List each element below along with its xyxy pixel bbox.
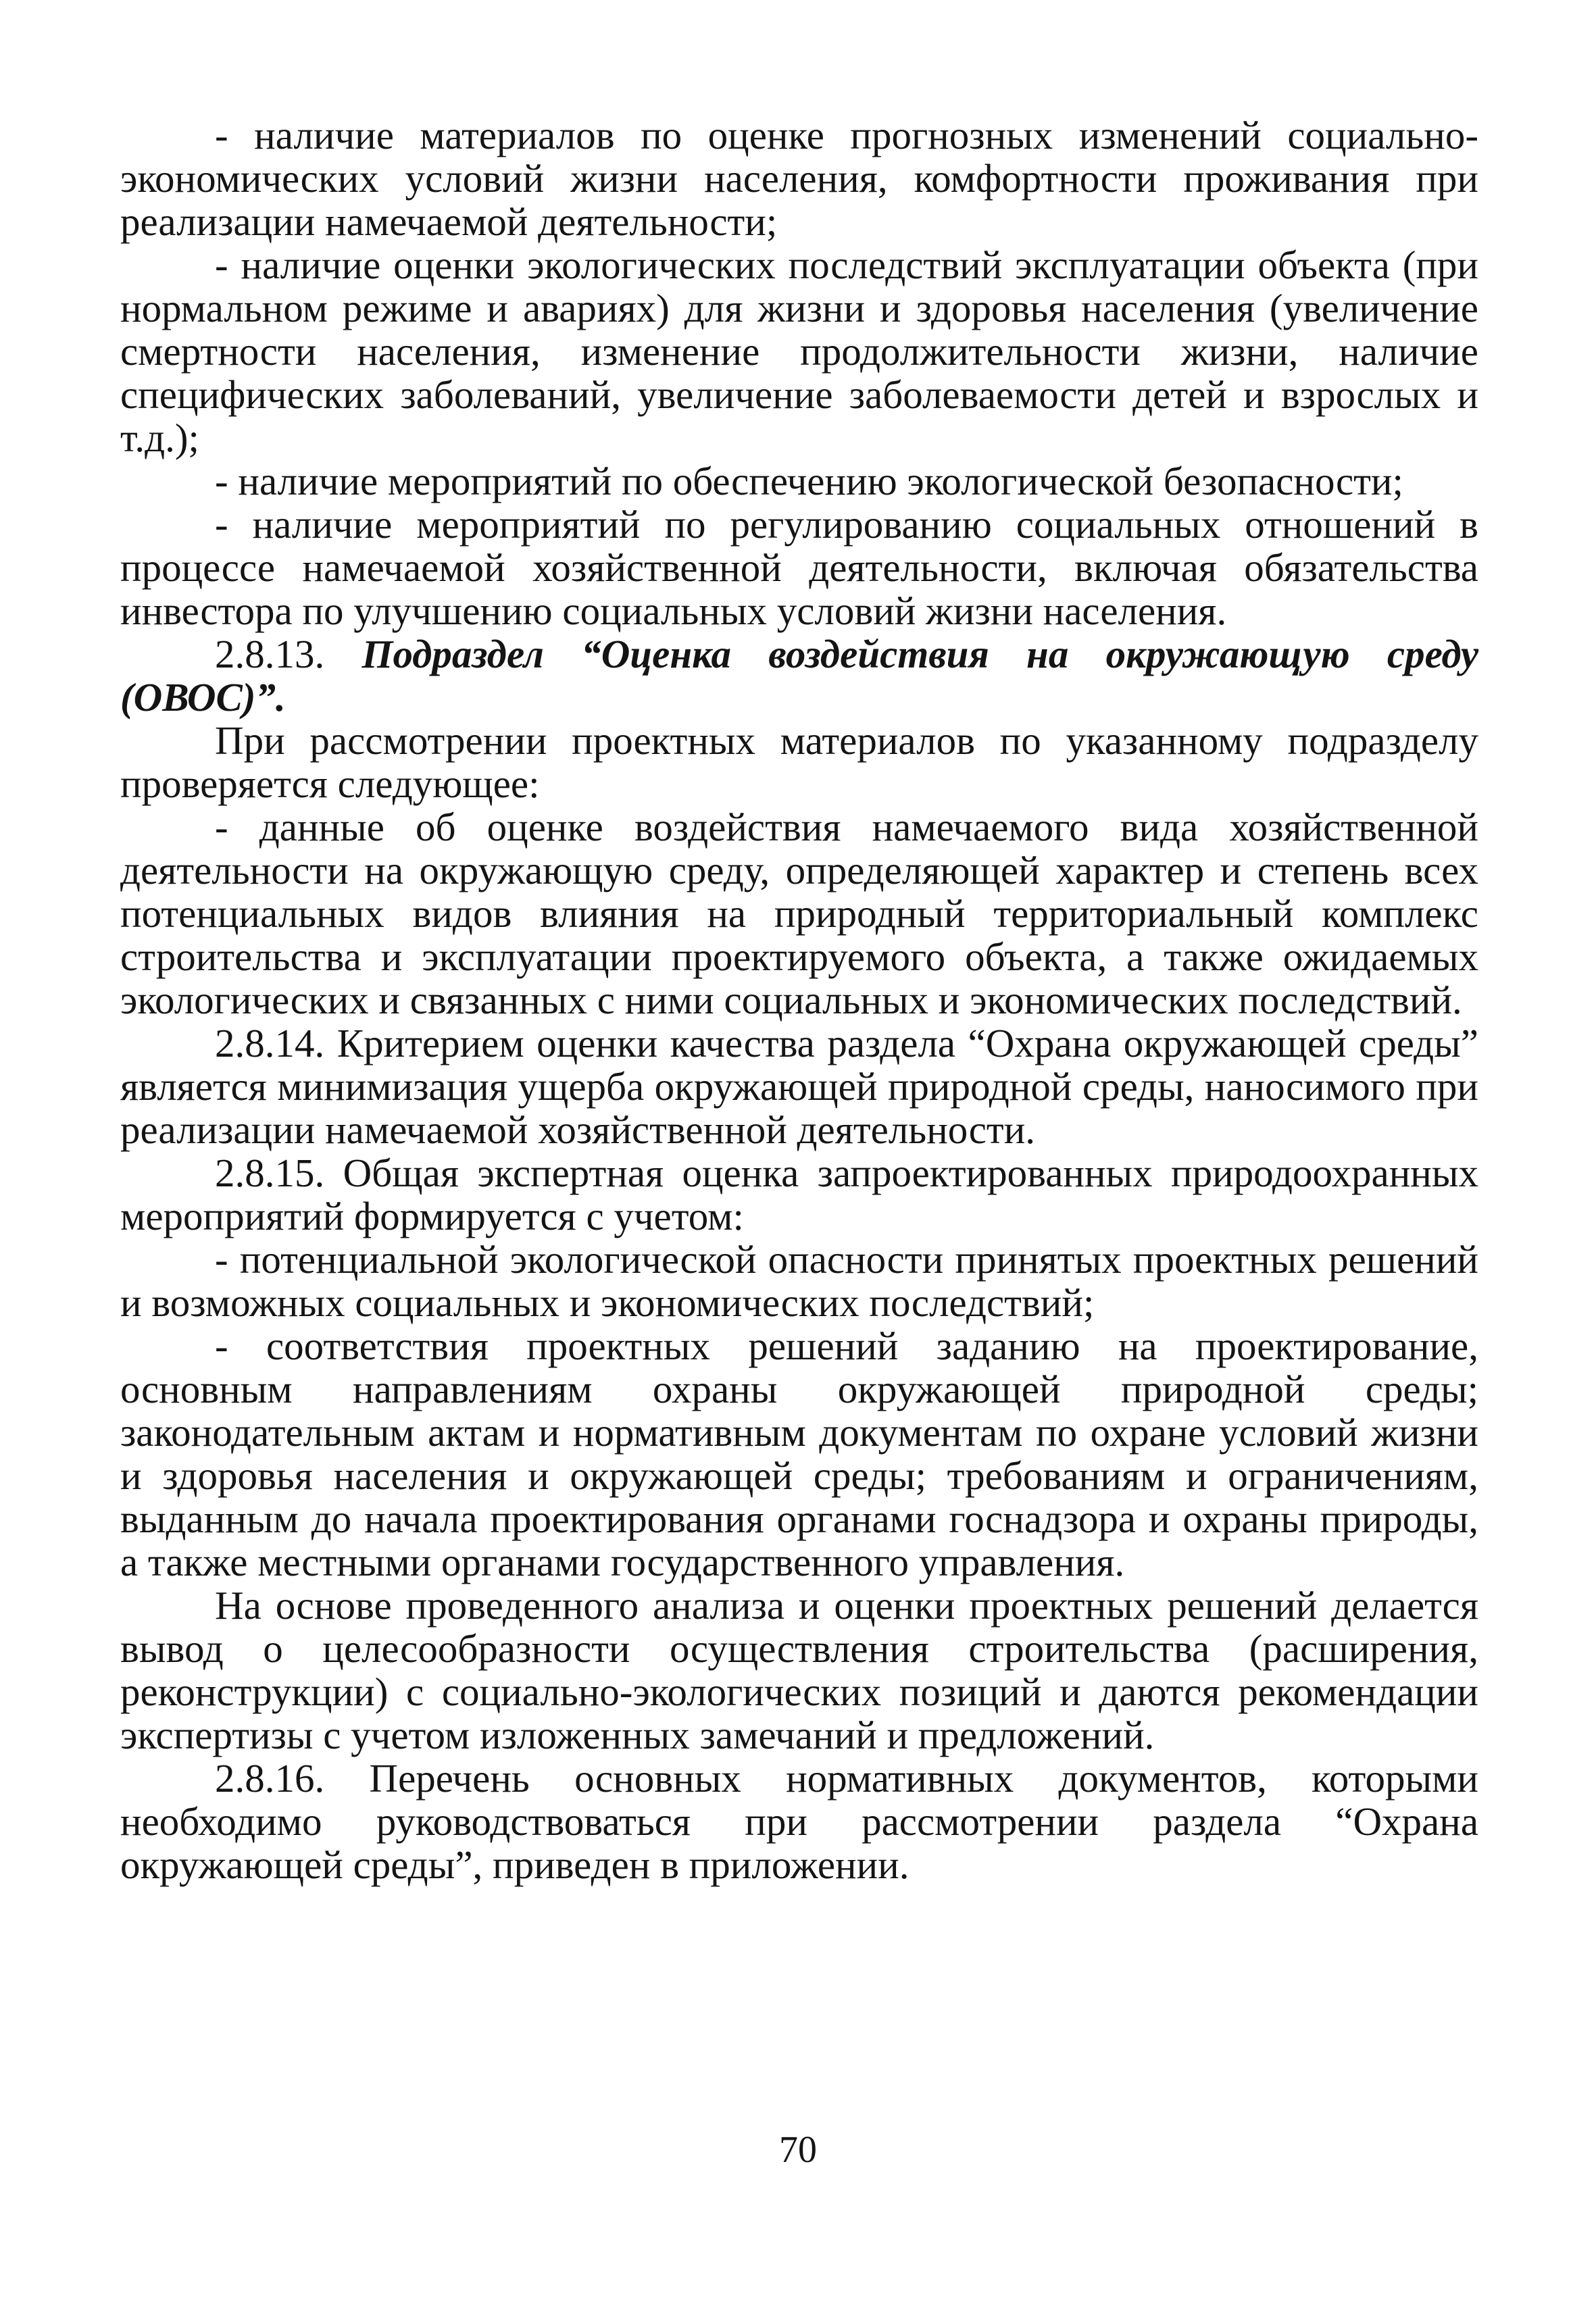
- paragraph: - данные об оценке воздействия намечаемого вида хозяйственной деятельности на окружающую среду, определяющей характер и степень всех потенциальных видов влияния на природный территориальный комплекс строительства и эксплуатации проектируемого объекта, а также ожидаемых экологических и связанных с ними социальных и экономических последствий.: [120, 805, 1478, 1022]
- paragraph: 2.8.16. Перечень основных нормативных документов, которыми необходимо руководствоваться при рассмотрении раздела “Охрана окружающей среды”, приведен в приложении.: [120, 1756, 1478, 1887]
- page-number: 70: [779, 2129, 817, 2171]
- paragraph: - наличие мероприятий по обеспечению экологической безопасности;: [215, 459, 1403, 503]
- paragraph: 2.8.15. Общая экспертная оценка запроектированных природоохранных мероприятий формируется с учетом:: [120, 1151, 1478, 1238]
- paragraph: - наличие мероприятий по регулированию социальных отношений в процессе намечаемой хозяйственной деятельности, включая обязательства инвестора по улучшению социальных условий жизни населения.: [120, 502, 1478, 633]
- paragraph: - наличие оценки экологических последствий эксплуатации объекта (при нормальном режиме и авариях) для жизни и здоровья населения (увеличение смертности населения, изменение продолжительности жизни, наличие специфических заболеваний, увеличение заболеваемости детей и взрослых и т.д.);: [120, 243, 1478, 460]
- paragraph: - соответствия проектных решений заданию на проектирование, основным направлениям охраны окружающей природной среды; законодательным актам и нормативным документам по охране условий жизни и здоровья населения и окружающей среды; требованиям и ограничениям, выданным до начала проектирования органами госнадзора и охраны природы, а также местными органами государственного управления.: [120, 1324, 1478, 1584]
- paragraph: - потенциальной экологической опасности принятых проектных решений и возможных социальных и экономических последствий;: [120, 1237, 1478, 1325]
- paragraph: При рассмотрении проектных материалов по указанному подразделу проверяется следующее:: [120, 718, 1478, 806]
- section-title: Подраздел “Оценка воздействия на окружающую среду (ОВОС)”.: [120, 632, 1479, 720]
- paragraph: На основе проведенного анализа и оценки проектных решений делается вывод о целесообразности осуществления строительства (расширения, реконструкции) с социально-экологических позиций и даются рекомендации экспертизы с учетом изложенных замечаний и предложений.: [120, 1583, 1478, 1757]
- page-body: [120, 114, 1478, 1886]
- section-number: 2.8.13.: [215, 632, 325, 676]
- section-heading: [120, 632, 1478, 719]
- paragraph: - наличие материалов по оценке прогнозных изменений социально-экономических условий жизни населения, комфортности проживания при реализации намечаемой деятельности;: [120, 113, 1478, 244]
- paragraph: 2.8.14. Критерием оценки качества раздела “Охрана окружающей среды” является минимизация ущерба окружающей природной среды, наносимого при реализации намечаемой хозяйственной деятельности.: [120, 1021, 1478, 1152]
